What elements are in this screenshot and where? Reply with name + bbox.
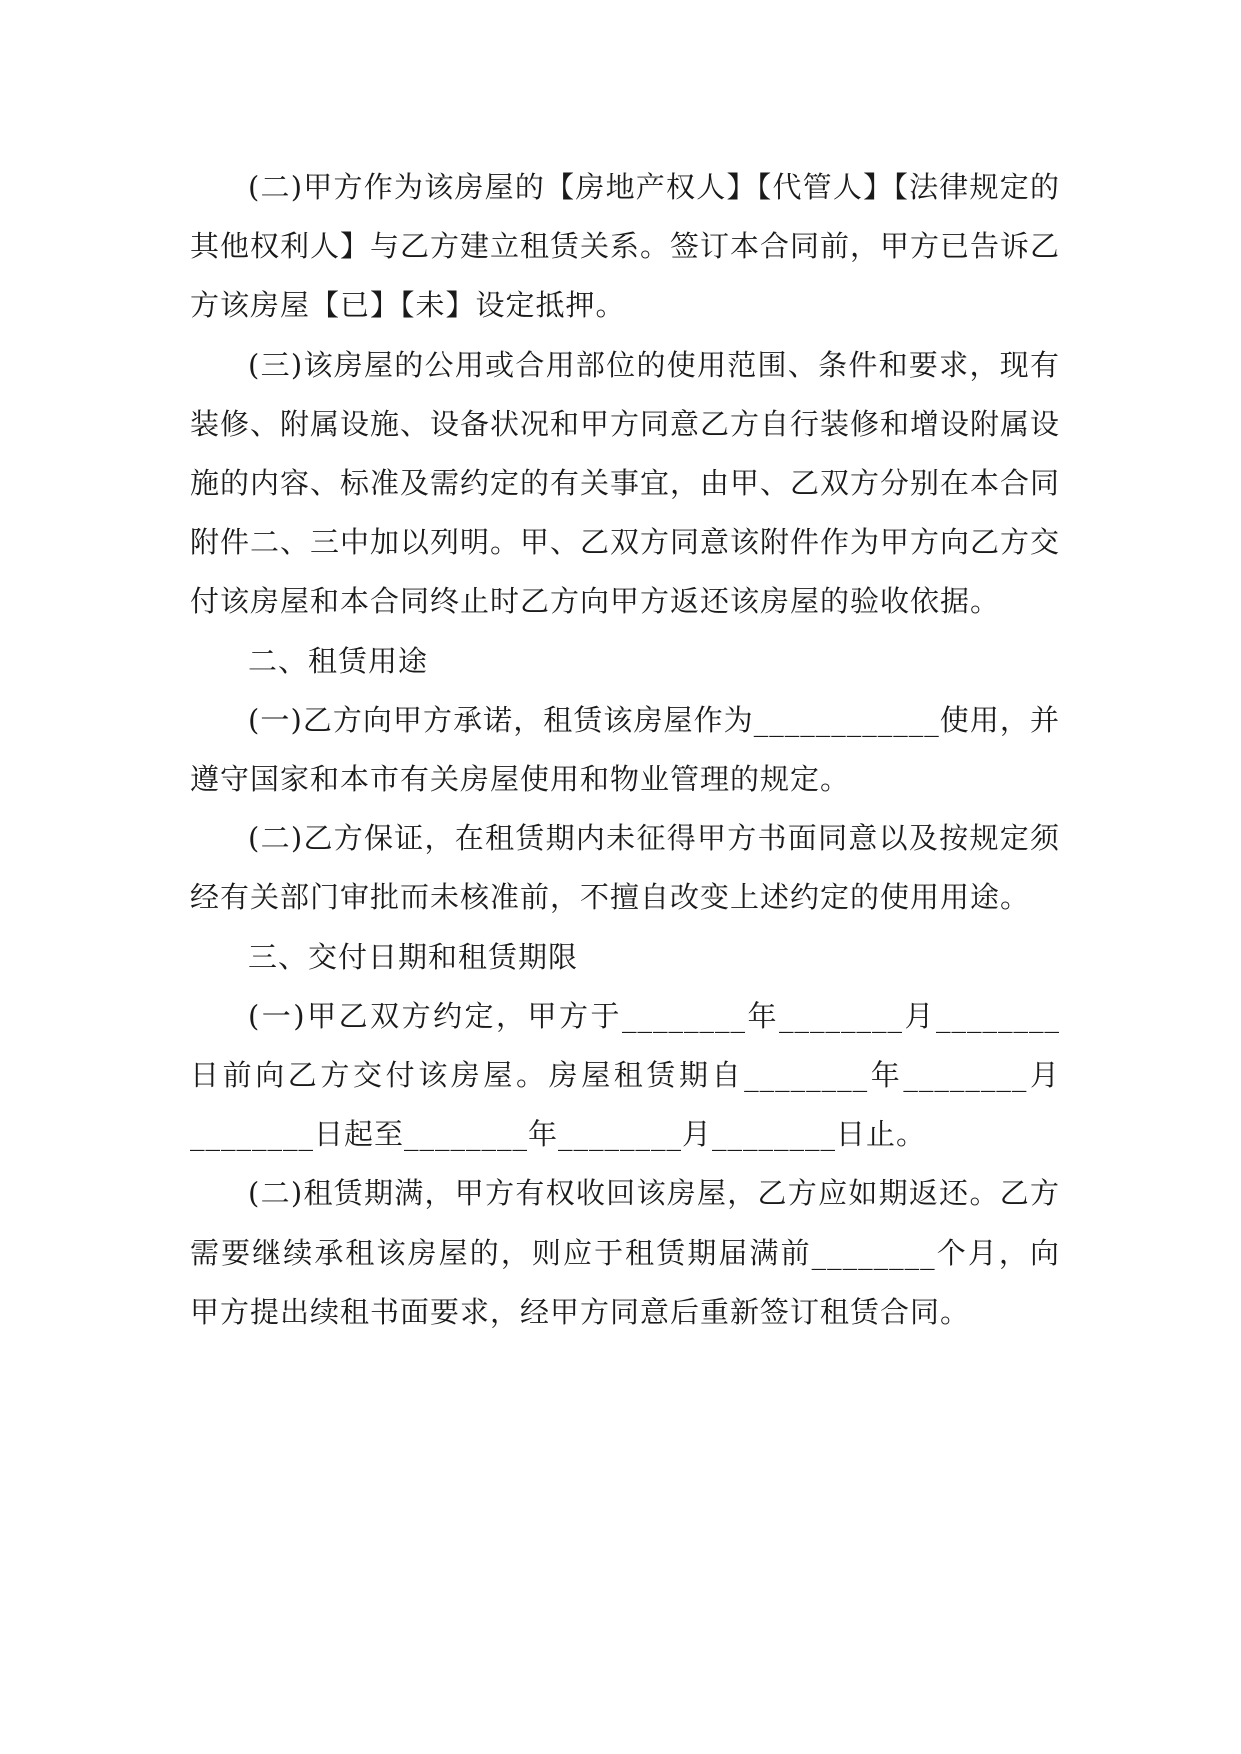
- section-2-heading: 二、租赁用途: [248, 643, 429, 678]
- clause-2-1: (一)乙方向甲方承诺，租赁该房屋作为____________使用，并遵守国家和本市有关房屋使用和物业管理的规定。: [190, 702, 1060, 797]
- clause-2-2: (二)乙方保证，在租赁期内未征得甲方书面同意以及按规定须经有关部门审批而未核准前，不擅自改变上述约定的使用用途。: [190, 821, 1060, 915]
- clause-3-1: (一)甲乙双方约定，甲方于________年________月________日前向乙方交付该房屋。房屋租赁期自________年________月________日起至________年________月________日止。: [190, 998, 1060, 1152]
- contract-body: [190, 158, 1060, 1342]
- section-3-heading: 三、交付日期和租赁期限: [248, 939, 579, 974]
- clause-1-3: (三)该房屋的公用或合用部位的使用范围、条件和要求，现有装修、附属设施、设备状况和甲方同意乙方自行装修和增设附属设施的内容、标准及需约定的有关事宜，由甲、乙双方分别在本合同附件二、三中加以列明。甲、乙双方同意该附件作为甲方向乙方交付该房屋和本合同终止时乙方向甲方返还该房屋的验收依据。: [190, 347, 1061, 619]
- clause-1-2: (二)甲方作为该房屋的【房地产权人】【代管人】【法律规定的其他权利人】与乙方建立租赁关系。签订本合同前，甲方已告诉乙方该房屋【已】【未】设定抵押。: [190, 170, 1061, 323]
- clause-3-2: (二)租赁期满，甲方有权收回该房屋，乙方应如期返还。乙方需要继续承租该房屋的，则应于租赁期届满前________个月，向甲方提出续租书面要求，经甲方同意后重新签订租赁合同。: [190, 1176, 1060, 1329]
